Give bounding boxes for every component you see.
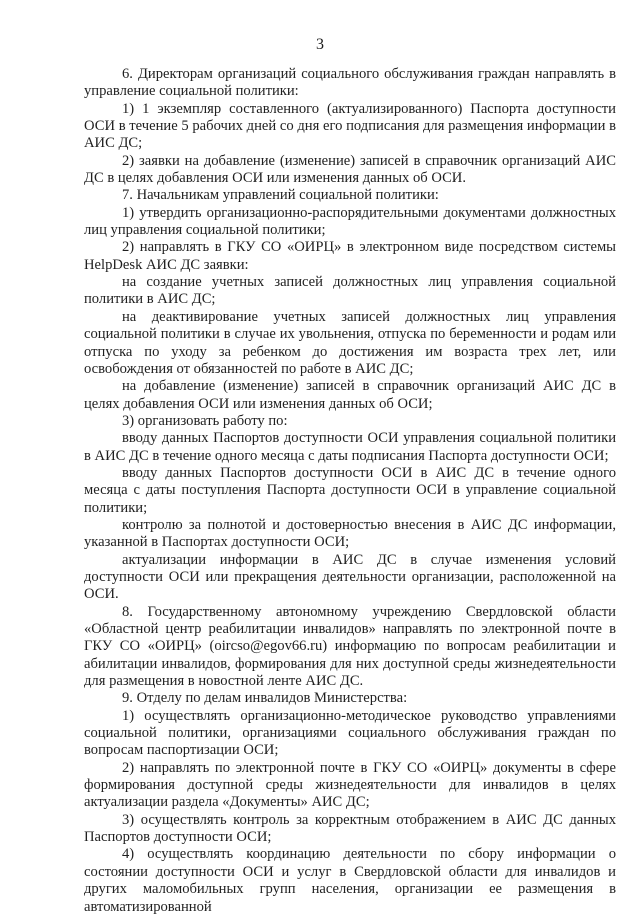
paragraph: на создание учетных записей должностных лиц управления социальной политики в АИС ДС;: [84, 274, 616, 308]
paragraph: 3) организовать работу по:: [122, 412, 288, 429]
paragraph: 8. Государственному автономному учреждению Свердловской области «Областной центр реабилитации инвалидов» направлять по электронной почте в ГКУ СО «ОИРЦ» (oircso@egov66.ru) информацию по вопросам реабилитации и абилитации инвалидов, формирования для них доступной среды жизнедеятельности для размещения в новостной ленте АИС ДС.: [84, 603, 616, 690]
paragraph: 2) заявки на добавление (изменение) записей в справочник организаций АИС ДС в целях добавления ОСИ или изменения данных об ОСИ.: [84, 152, 616, 187]
paragraph: 9. Отделу по делам инвалидов Министерства:: [122, 690, 408, 707]
paragraph: 1) осуществлять организационно-методическое руководство управлениями социальной политики, организациями социального обслуживания граждан по вопросам паспортизации ОСИ;: [84, 707, 616, 759]
paragraph: 1) утвердить организационно-распорядительными документами должностных лиц управления социальной политики;: [84, 204, 616, 239]
paragraph: вводу данных Паспортов доступности ОСИ в АИС ДС в течение одного месяца с даты поступления Паспорта доступности ОСИ в управление социальной политики;: [84, 464, 616, 516]
paragraph: актуализации информации в АИС ДС в случае изменения условий доступности ОСИ или прекращения деятельности организации, расположенной на ОСИ.: [84, 551, 616, 603]
document-body: [84, 66, 616, 916]
paragraph: вводу данных Паспортов доступности ОСИ управления социальной политики в АИС ДС в течение одного месяца с даты подписания Паспорта доступности ОСИ;: [84, 430, 616, 464]
paragraph: 2) направлять по электронной почте в ГКУ СО «ОИРЦ» документы в сфере формирования доступной среды жизнедеятельности для инвалидов в целях актуализации раздела «Документы» АИС ДС;: [84, 759, 616, 811]
paragraph: 2) направлять в ГКУ СО «ОИРЦ» в электронном виде посредством системы HelpDesk АИС ДС заявки:: [84, 239, 616, 273]
paragraph: на добавление (изменение) записей в справочник организаций АИС ДС в целях добавления ОСИ или изменения данных об ОСИ;: [84, 378, 616, 412]
paragraph: 3) осуществлять контроль за корректным отображением в АИС ДС данных Паспортов доступности ОСИ;: [84, 811, 616, 846]
paragraph: 1) 1 экземпляр составленного (актуализированного) Паспорта доступности ОСИ в течение 5 рабочих дней со дня его подписания для размещения информации в АИС ДС;: [84, 100, 616, 152]
paragraph: 7. Начальникам управлений социальной политики:: [122, 187, 439, 204]
paragraph: 4) осуществлять координацию деятельности по сбору информации о состоянии доступности ОСИ и услуг в Свердловской области для инвалидов и других маломобильных групп населения, организации ее размещения в автоматизированной: [84, 846, 616, 915]
paragraph: 6. Директорам организаций социального обслуживания граждан направлять в управление социальной политики:: [84, 66, 616, 100]
page-number: 3: [316, 36, 324, 53]
paragraph: на деактивирование учетных записей должностных лиц управления социальной политики в случае их увольнения, отпуска по беременности и родам или отпуска по уходу за ребенком до достижения им возраста трех лет, или освобождения от обязанностей по работе в АИС ДС;: [84, 308, 616, 377]
paragraph: контролю за полнотой и достоверностью внесения в АИС ДС информации, указанной в Паспортах доступности ОСИ;: [84, 516, 616, 551]
